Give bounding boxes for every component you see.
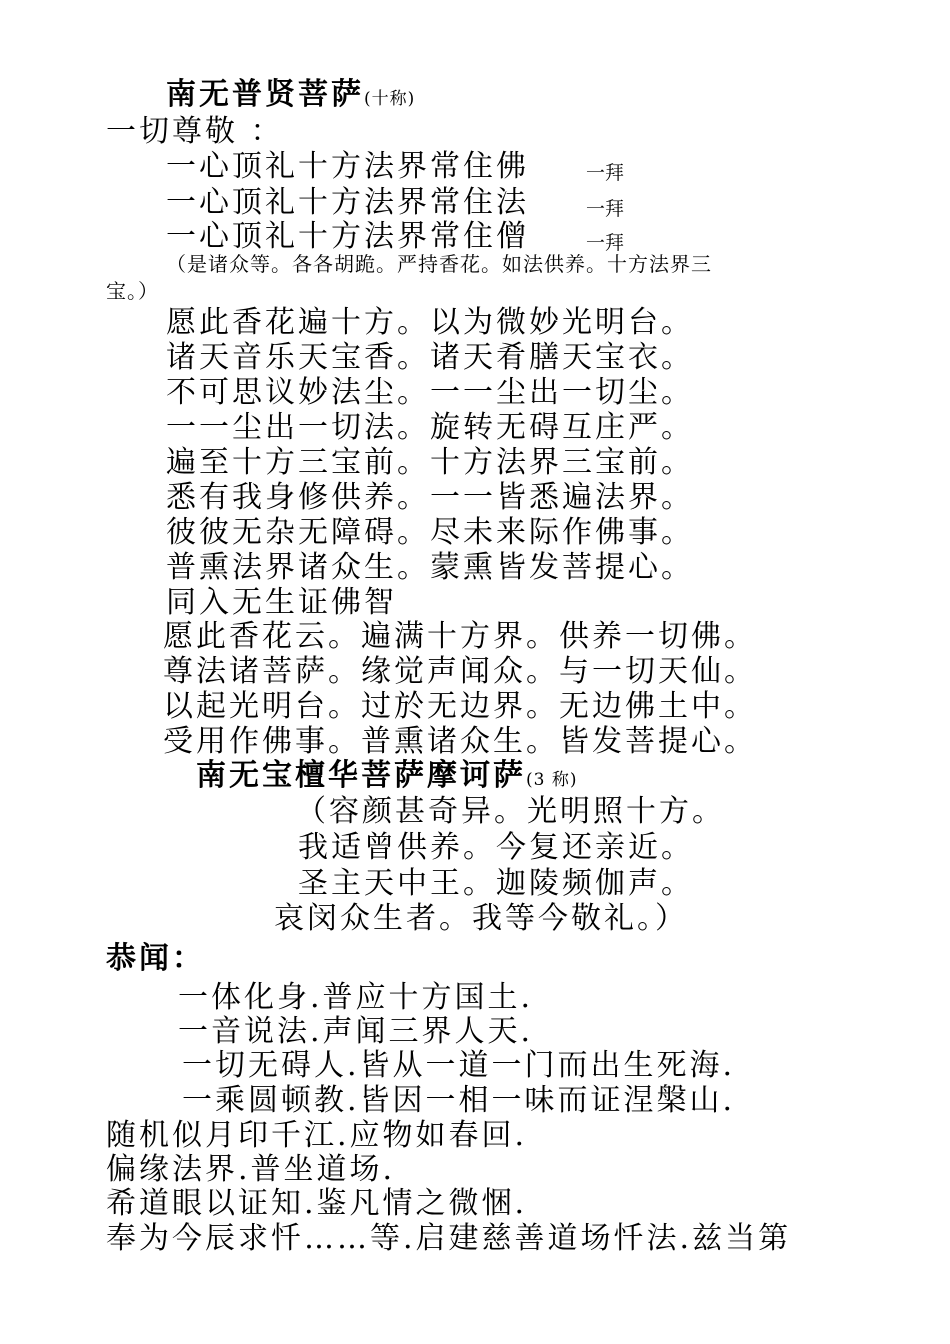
praise-line: 圣主天中王。迦陵频伽声。 bbox=[298, 866, 694, 901]
verse-line: 愿此香花遍十方。以为微妙光明台。 bbox=[166, 305, 694, 340]
verse-line: 普熏法界诸众生。蒙熏皆发菩提心。 bbox=[166, 550, 694, 585]
verse-line: 不可思议妙法尘。一一尘出一切尘。 bbox=[166, 375, 694, 410]
verse2-line: 以起光明台。过於无边界。无边佛土中。 bbox=[163, 689, 757, 724]
verse-line: 遍至十方三宝前。十方法界三宝前。 bbox=[166, 445, 694, 480]
bow-line-sangha: 一心顶礼十方法界常住僧 bbox=[166, 219, 529, 254]
verse2-line: 受用作佛事。普熏诸众生。皆发菩提心。 bbox=[163, 724, 757, 759]
offering-note-line1: （是诸众等。各各胡跪。严持香花。如法供养。十方法界三 bbox=[166, 252, 712, 276]
verse-line: 诸天音乐天宝香。诸天肴膳天宝衣。 bbox=[166, 340, 694, 375]
bow-mark: 一拜 bbox=[586, 232, 625, 254]
heading-respect: 一切尊敬 ： bbox=[106, 114, 284, 149]
title-samantabhadra: 南无普贤菩萨 bbox=[166, 77, 364, 112]
verse2-line: 愿此香花云。遍满十方界。供养一切佛。 bbox=[163, 619, 757, 654]
heading-respectfully-heard: 恭闻： bbox=[106, 941, 205, 976]
bow-mark: 一拜 bbox=[586, 162, 625, 184]
praise-line: 我适曾供养。今复还亲近。 bbox=[298, 830, 694, 865]
title-line-sandalwood bbox=[196, 758, 578, 793]
title-sandalwood: 南无宝檀华菩萨摩诃萨 bbox=[196, 758, 526, 793]
bow-mark: 一拜 bbox=[586, 198, 625, 220]
text-line: 随机似月印千江.应物如春回. bbox=[106, 1118, 528, 1153]
bow-line-dharma: 一心顶礼十方法界常住法 bbox=[166, 185, 529, 220]
title-note-samantabhadra: (十称) bbox=[364, 89, 416, 109]
text-line: 奉为今辰求忏……等.启建慈善道场忏法.兹当第 bbox=[106, 1221, 792, 1256]
verse-line: 彼彼无杂无障碍。尽未来际作佛事。 bbox=[166, 515, 694, 550]
bow-line-buddha: 一心顶礼十方法界常住佛 bbox=[166, 149, 529, 184]
offering-note-line2: 宝。） bbox=[106, 279, 159, 303]
text-line: 一音说法.声闻三界人天. bbox=[178, 1014, 534, 1049]
text-line: 一切无碍人.皆从一道一门而出生死海. bbox=[182, 1048, 736, 1083]
verse-line: 一一尘出一切法。旋转无碍互庄严。 bbox=[166, 410, 694, 445]
verse-line: 悉有我身修供养。一一皆悉遍法界。 bbox=[166, 480, 694, 515]
verse2-line: 尊法诸菩萨。缘觉声闻众。与一切天仙。 bbox=[163, 654, 757, 689]
text-line: 偏缘法界.普坐道场. bbox=[106, 1152, 396, 1187]
verse-line: 同入无生证佛智 bbox=[166, 585, 397, 620]
text-line: 希道眼以证知.鉴凡情之微悃. bbox=[106, 1186, 528, 1221]
text-line: 一体化身.普应十方国土. bbox=[178, 980, 534, 1015]
text-line: 一乘圆顿教.皆因一相一味而证涅槃山. bbox=[182, 1083, 736, 1118]
praise-line: （容颜甚奇异。光明照十方。 bbox=[296, 794, 725, 829]
praise-line: 哀闵众生者。我等今敬礼。） bbox=[274, 901, 688, 936]
title-line-samantabhadra bbox=[166, 77, 416, 112]
title-note-sandalwood: (3 称) bbox=[526, 770, 578, 790]
